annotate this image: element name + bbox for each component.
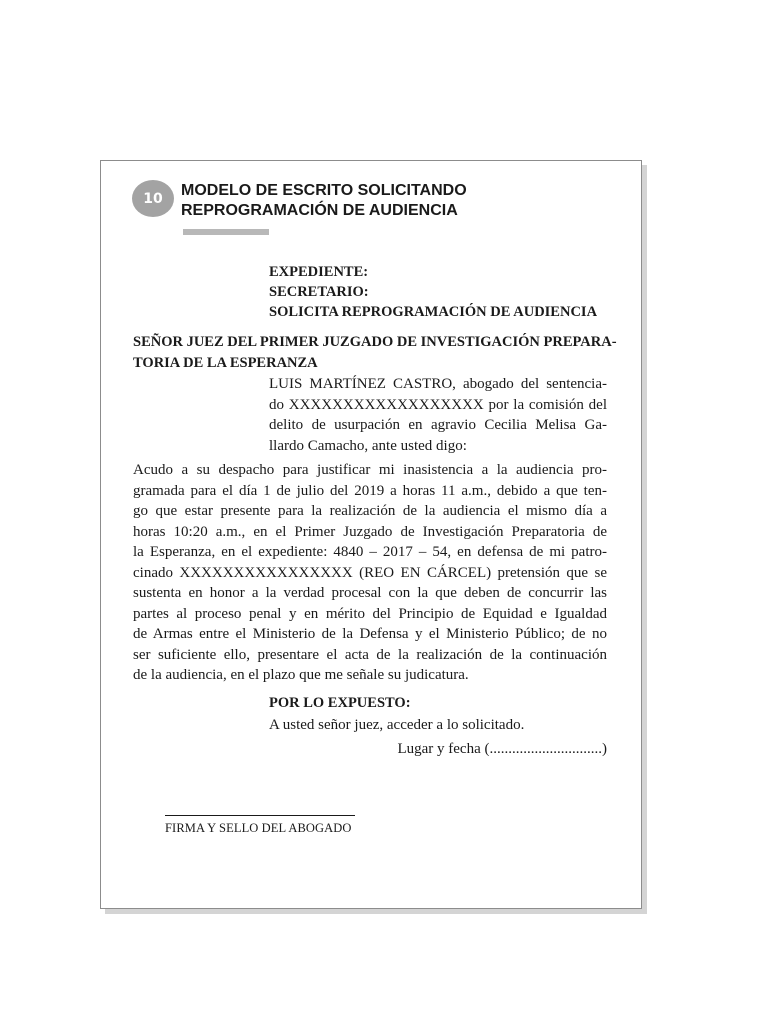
model-title-line: MODELO DE ESCRITO SOLICITANDO bbox=[181, 182, 467, 199]
intro-line: do XXXXXXXXXXXXXXXXXX por la comisión del bbox=[269, 396, 607, 413]
body-line: ser suficiente ello, presentare el acta de la realización de la continuación bbox=[133, 646, 607, 663]
body-paragraph bbox=[133, 460, 607, 686]
body-line: Acudo a su despacho para justificar mi inasistencia a la audiencia pro- bbox=[133, 462, 607, 478]
title-underline-bar bbox=[183, 229, 269, 235]
closing-heading: POR LO EXPUESTO: bbox=[269, 695, 411, 711]
addressee bbox=[133, 332, 617, 374]
field-expediente: EXPEDIENTE: bbox=[269, 264, 369, 280]
intro-line: delito de usurpación en agravio Cecilia Melisa Ga- bbox=[269, 417, 607, 433]
model-title-line: REPROGRAMACIÓN DE AUDIENCIA bbox=[181, 202, 458, 219]
signature-label: FIRMA Y SELLO DEL ABOGADO bbox=[165, 821, 352, 835]
place-and-date: Lugar y fecha (..............................) bbox=[397, 741, 607, 757]
case-header-fields bbox=[269, 262, 609, 322]
field-secretario: SECRETARIO: bbox=[269, 284, 369, 300]
body-line: horas 10:20 a.m., en el Primer Juzgado de Investigación Preparatoria de bbox=[133, 523, 607, 540]
intro-line: llardo Camacho, ante usted digo: bbox=[269, 437, 467, 454]
body-line: de la audiencia, en el plazo que me señale su judicatura. bbox=[133, 667, 469, 683]
body-line: cinado XXXXXXXXXXXXXXXX (REO EN CÁRCEL) pretensión que se bbox=[133, 564, 607, 581]
model-title bbox=[181, 181, 601, 221]
closing-request: A usted señor juez, acceder a lo solicitado. bbox=[269, 717, 525, 733]
body-line: sustenta en honor a la verdad procesal con la que deben de concurrir las bbox=[133, 585, 607, 601]
body-line: la Esperanza, en el expediente: 4840 – 2017 – 54, en defensa de mi patro- bbox=[133, 544, 607, 560]
body-line: partes al proceso penal y en mérito del Principio de Equidad e Igualdad bbox=[133, 605, 607, 622]
body-line: de Armas entre el Ministerio de la Defensa y el Ministerio Público; de no bbox=[133, 626, 607, 642]
intro-paragraph bbox=[269, 374, 607, 456]
body-line: go que estar presente para la realización de la audiencia el mismo día a bbox=[133, 503, 607, 519]
intro-line: LUIS MARTÍNEZ CASTRO, abogado del sentencia- bbox=[269, 376, 607, 392]
addressee-line: TORIA DE LA ESPERANZA bbox=[133, 355, 318, 371]
signature-line bbox=[165, 815, 355, 816]
model-number-badge bbox=[132, 180, 174, 217]
model-number: 10 bbox=[143, 190, 163, 207]
addressee-line: SEÑOR JUEZ DEL PRIMER JUZGADO DE INVESTIGACIÓN PREPARA- bbox=[133, 334, 617, 350]
field-subject: SOLICITA REPROGRAMACIÓN DE AUDIENCIA bbox=[269, 304, 598, 320]
body-line: gramada para el día 1 de julio del 2019 a horas 11 a.m., debido a que ten- bbox=[133, 482, 607, 499]
